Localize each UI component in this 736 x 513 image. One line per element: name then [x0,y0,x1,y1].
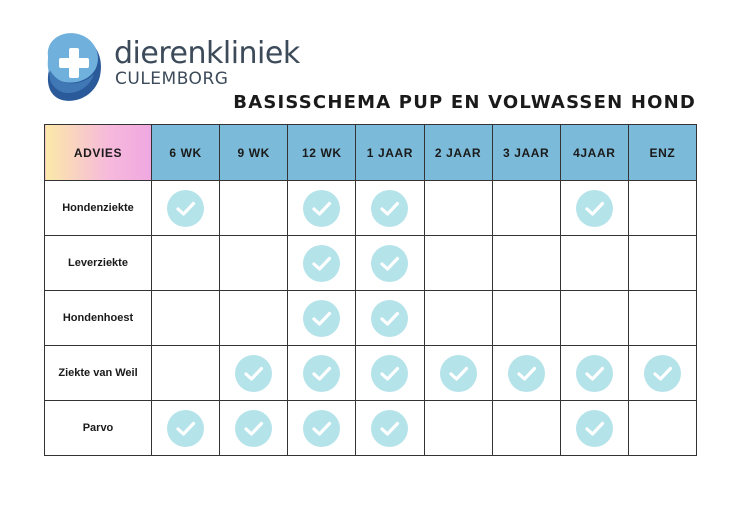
row-label: Hondenziekte [45,181,152,236]
table-row [45,236,697,291]
column-header: 12 WK [288,125,356,181]
schedule-cell [492,181,560,236]
schedule-cell [356,236,424,291]
row-label: Ziekte van Weil [45,346,152,401]
checkmark-icon [371,300,408,337]
checkmark-icon [508,355,545,392]
schedule-cell [560,236,628,291]
checkmark-icon [235,355,272,392]
schedule-cell [152,291,220,346]
schedule-cell [356,181,424,236]
checkmark-icon [167,410,204,447]
column-header: 4JAAR [560,125,628,181]
checkmark-icon [303,355,340,392]
schedule-cell [356,346,424,401]
column-header: 9 WK [220,125,288,181]
schedule-cell [288,401,356,456]
schedule-cell [288,236,356,291]
checkmark-icon [303,245,340,282]
schedule-cell [492,401,560,456]
row-label: Parvo [45,401,152,456]
schedule-cell [424,181,492,236]
schedule-cell [424,236,492,291]
medical-cross-icon [44,30,104,104]
schedule-cell [220,236,288,291]
schedule-cell [560,291,628,346]
brand-subtitle: CULEMBORG [115,69,229,89]
checkmark-icon [644,355,681,392]
schedule-cell [220,401,288,456]
vaccination-schedule-table [44,124,697,456]
schedule-cell [152,346,220,401]
column-header: 2 JAAR [424,125,492,181]
schedule-cell [628,401,696,456]
schedule-cell [560,181,628,236]
schedule-cell [492,236,560,291]
schedule-cell [288,291,356,346]
checkmark-icon [371,190,408,227]
schedule-cell [288,346,356,401]
schedule-cell [560,346,628,401]
checkmark-icon [371,355,408,392]
schedule-cell [288,181,356,236]
schedule-cell [492,291,560,346]
table-row [45,291,697,346]
checkmark-icon [303,300,340,337]
checkmark-icon [303,190,340,227]
schedule-cell [560,401,628,456]
schedule-cell [424,401,492,456]
checkmark-icon [167,190,204,227]
schedule-cell [628,181,696,236]
schedule-cell [356,291,424,346]
schedule-cell [424,291,492,346]
checkmark-icon [371,245,408,282]
schedule-cell [152,401,220,456]
brand-name: dierenkliniek [114,36,300,71]
row-label: Hondenhoest [45,291,152,346]
schedule-cell [492,346,560,401]
row-label: Leverziekte [45,236,152,291]
schedule-cell [220,346,288,401]
table-row [45,346,697,401]
schedule-cell [628,346,696,401]
table-header-row [45,125,697,181]
schedule-cell [220,181,288,236]
table-row [45,401,697,456]
column-header: ENZ [628,125,696,181]
column-header: 3 JAAR [492,125,560,181]
checkmark-icon [576,410,613,447]
schedule-cell [152,181,220,236]
checkmark-icon [576,190,613,227]
checkmark-icon [576,355,613,392]
schema-title: BASISSCHEMA PUP EN VOLWASSEN HOND [233,92,696,113]
column-header: 1 JAAR [356,125,424,181]
schedule-cell [356,401,424,456]
table-row [45,181,697,236]
checkmark-icon [235,410,272,447]
schedule-cell [424,346,492,401]
column-header: 6 WK [152,125,220,181]
column-header-advies: ADVIES [45,125,152,181]
schedule-cell [628,291,696,346]
checkmark-icon [440,355,477,392]
checkmark-icon [303,410,340,447]
schedule-cell [220,291,288,346]
schedule-cell [628,236,696,291]
checkmark-icon [371,410,408,447]
schedule-cell [152,236,220,291]
